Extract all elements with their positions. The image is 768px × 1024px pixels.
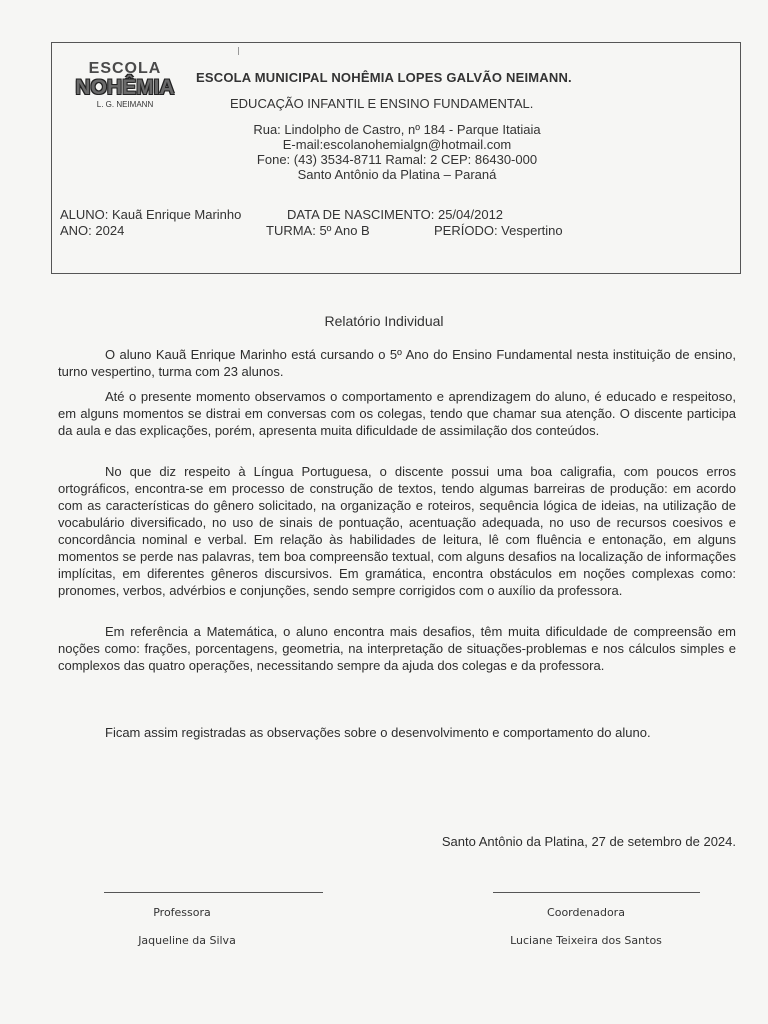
scan-mark xyxy=(238,47,239,55)
school-address: Rua: Lindolpho de Castro, nº 184 - Parque Itatiaia xyxy=(253,122,541,137)
student-birth-date: DATA DE NASCIMENTO: 25/04/2012 xyxy=(287,207,504,222)
school-phone: Fone: (43) 3534-8711 Ramal: 2 CEP: 86430-000 xyxy=(256,152,538,167)
school-year: ANO: 2024 xyxy=(60,223,125,238)
paragraph-math: Em referência a Matemática, o aluno encontra mais desafios, têm muita dificuldade de compreensão em noções como: frações, porcentagens, geometria, na interpretação de situações-problemas e nos cálculos simples e complexos das quatro operações, necessitando sempre da ajuda dos colegas e da professora. xyxy=(58,624,736,673)
school-name: ESCOLA MUNICIPAL NOHÊMIA LOPES GALVÃO NEIMANN. xyxy=(196,70,572,85)
student-period: PERÍODO: Vespertino xyxy=(434,223,563,238)
coordinator-name: Luciane Teixeira dos Santos xyxy=(510,934,662,947)
report-paragraph xyxy=(58,463,736,599)
logo-top-text: ESCOLA xyxy=(88,60,162,77)
school-city: Santo Antônio da Platina – Paraná xyxy=(297,167,497,182)
paragraph-portuguese: No que diz respeito à Língua Portuguesa, o discente possui uma boa caligrafia, com poucos erros ortográficos, encontra-se em processo de construção de textos, tendo algumas barreiras de produção: em acordo com as características do gênero solicitado, na organização e roteiros, sequência lógica de ideias, na utilização de vocabulário diversificado, no uso de sinais de pontuação, acentuação adequada, no uso de recursos coesivos e concordância nominal e verbal. Em relação às habilidades de leitura, lê com fluência e entonação, em alguns momentos se perde nas palavras, tem boa compreensão textual, com alguns desafios na localização de informações implícitas, em diferentes gêneros discursivos. Em gramática, encontra obstáculos em noções complexas como: pronomes, verbos, advérbios e conjunções, sendo sempre corrigidos com o auxílio da professora. xyxy=(58,464,736,598)
signature-line-coordinator xyxy=(493,892,700,893)
school-level: EDUCAÇÃO INFANTIL E ENSINO FUNDAMENTAL. xyxy=(230,96,534,111)
teacher-role: Professora xyxy=(153,906,211,919)
student-class: TURMA: 5º Ano B xyxy=(266,223,370,238)
signature-line-teacher xyxy=(104,892,323,893)
teacher-name: Jaqueline da Silva xyxy=(138,934,236,947)
place-and-date: Santo Antônio da Platina, 27 de setembro de 2024. xyxy=(441,834,736,849)
student-name: ALUNO: Kauã Enrique Marinho xyxy=(60,207,242,222)
school-logo xyxy=(70,61,180,109)
report-paragraph xyxy=(58,388,736,439)
paragraph-enrollment: O aluno Kauã Enrique Marinho está cursando o 5º Ano do Ensino Fundamental nesta instituição de ensino, turno vespertino, turma com 23 alunos. xyxy=(58,347,736,379)
report-paragraph xyxy=(58,623,736,674)
paragraph-behavior: Até o presente momento observamos o comportamento e aprendizagem do aluno, é educado e respeitoso, em alguns momentos se distrai em conversas com os colegas, tendo que chamar sua atenção. O discente participa da aula e das explicações, porém, apresenta muita dificuldade de assimilação dos conteúdos. xyxy=(58,389,736,438)
closing-statement: Ficam assim registradas as observações sobre o desenvolvimento e comportamento do aluno. xyxy=(105,725,651,740)
logo-sub-text: L. G. NEIMANN xyxy=(96,100,154,109)
header-box xyxy=(51,42,741,274)
report-paragraph xyxy=(58,346,736,380)
school-email: E-mail:escolanohemialgn@hotmail.com xyxy=(282,137,512,152)
logo-main-text: NOHÊMIA xyxy=(75,76,175,99)
report-title: Relatório Individual xyxy=(324,313,444,329)
coordinator-role: Coordenadora xyxy=(547,906,625,919)
